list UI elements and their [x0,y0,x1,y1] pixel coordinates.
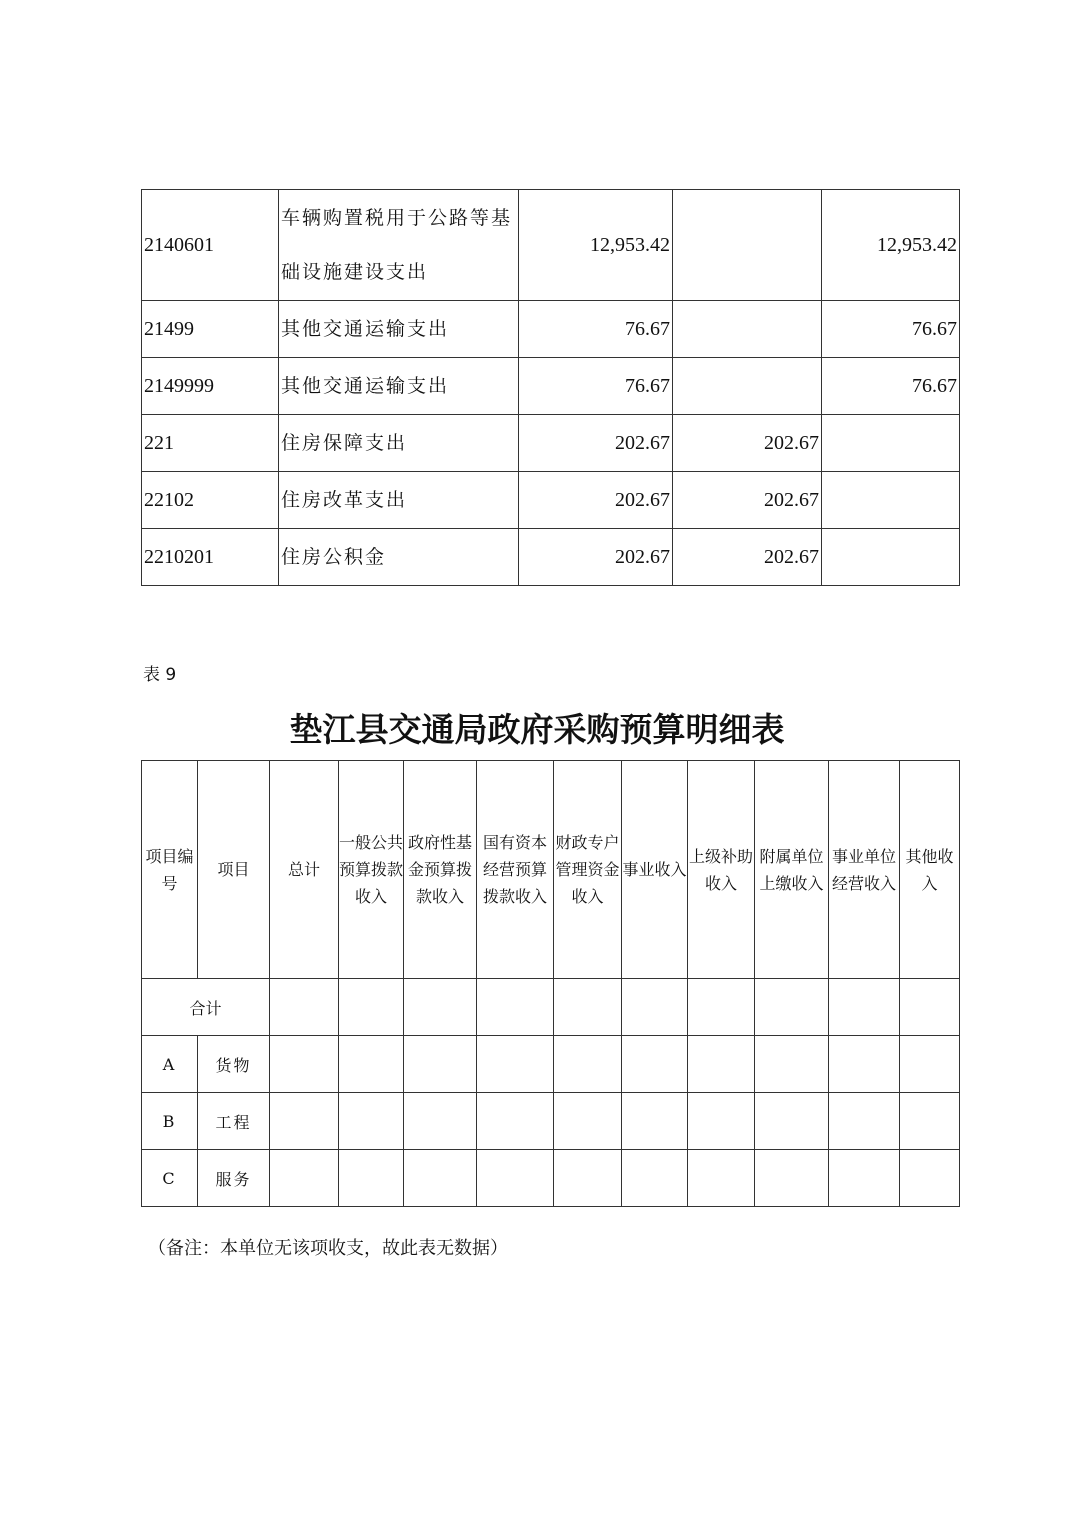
table-row [142,301,960,358]
cell [270,1150,339,1207]
row-project [822,529,960,586]
header-cell: 项目 [198,761,270,979]
row-name: 车辆购置税用于公路等基础设施建设支出 [279,190,519,301]
table-row [142,1150,960,1207]
cell [900,979,960,1036]
cell [477,1036,554,1093]
row-total: 202.67 [519,529,673,586]
row-basic [673,358,822,415]
cell [270,979,339,1036]
table-row [142,979,960,1036]
header-cell: 项目编号 [142,761,198,979]
row-name: 住房公积金 [279,529,519,586]
row-total: 202.67 [519,472,673,529]
cell [622,1036,688,1093]
cell [755,1036,829,1093]
footnote: （备注：本单位无该项收支，故此表无数据） [148,1238,508,1259]
row-basic [673,190,822,301]
row-code: A [142,1036,198,1093]
row-basic [673,301,822,358]
table-row [142,529,960,586]
row-basic: 202.67 [673,529,822,586]
row-project: 12,953.42 [822,190,960,301]
header-cell: 总计 [270,761,339,979]
cell [755,979,829,1036]
row-basic: 202.67 [673,472,822,529]
table-row [142,472,960,529]
cell [554,1093,622,1150]
table-number-label: 表 9 [143,665,177,685]
cell [900,1036,960,1093]
row-name: 货物 [198,1036,270,1093]
row-project [822,415,960,472]
header-cell: 上级补助收入 [688,761,755,979]
cell [688,1150,755,1207]
cell [404,979,477,1036]
row-code: 2149999 [142,358,279,415]
cell [755,1093,829,1150]
cell [404,1093,477,1150]
row-code: 21499 [142,301,279,358]
table-row [142,190,960,301]
row-total: 12,953.42 [519,190,673,301]
cell [339,1036,404,1093]
header-cell: 财政专户管理资金收入 [554,761,622,979]
cell [829,979,900,1036]
cell [688,1093,755,1150]
page-title: 垫江县交通局政府采购预算明细表 [289,710,785,749]
row-project: 76.67 [822,301,960,358]
cell [339,979,404,1036]
row-name: 工程 [198,1093,270,1150]
row-name: 其他交通运输支出 [279,301,519,358]
cell [339,1150,404,1207]
cell [829,1150,900,1207]
cell [404,1036,477,1093]
header-row [142,761,960,979]
row-code: 221 [142,415,279,472]
header-cell: 事业单位经营收入 [829,761,900,979]
header-cell: 附属单位上缴收入 [755,761,829,979]
table-row [142,1036,960,1093]
row-project [822,472,960,529]
cell [477,1150,554,1207]
table-row [142,415,960,472]
cell [554,1036,622,1093]
row-name: 其他交通运输支出 [279,358,519,415]
header-cell: 一般公共预算拨款收入 [339,761,404,979]
cell [622,979,688,1036]
cell [477,1093,554,1150]
header-cell: 其他收入 [900,761,960,979]
cell [900,1093,960,1150]
procurement-table [141,760,960,1207]
cell [477,979,554,1036]
cell [554,979,622,1036]
header-cell: 事业收入 [622,761,688,979]
cell [829,1036,900,1093]
cell [622,1150,688,1207]
cell [900,1150,960,1207]
row-total: 202.67 [519,415,673,472]
cell [339,1093,404,1150]
row-name: 服务 [198,1150,270,1207]
header-cell: 国有资本经营预算拨款收入 [477,761,554,979]
row-code: 2140601 [142,190,279,301]
cell [688,979,755,1036]
row-total: 76.67 [519,358,673,415]
cell [270,1093,339,1150]
row-total: 76.67 [519,301,673,358]
header-cell: 政府性基金预算拨款收入 [404,761,477,979]
cell [688,1036,755,1093]
row-basic: 202.67 [673,415,822,472]
cell [755,1150,829,1207]
row-name: 住房保障支出 [279,415,519,472]
cell [270,1036,339,1093]
row-code: B [142,1093,198,1150]
cell [622,1093,688,1150]
row-name: 住房改革支出 [279,472,519,529]
row-code: 2210201 [142,529,279,586]
total-label: 合计 [142,979,270,1036]
cell [829,1093,900,1150]
row-code: 22102 [142,472,279,529]
row-project: 76.67 [822,358,960,415]
table-row [142,358,960,415]
cell [554,1150,622,1207]
expenditure-table [141,189,960,586]
cell [404,1150,477,1207]
row-code: C [142,1150,198,1207]
table-row [142,1093,960,1150]
